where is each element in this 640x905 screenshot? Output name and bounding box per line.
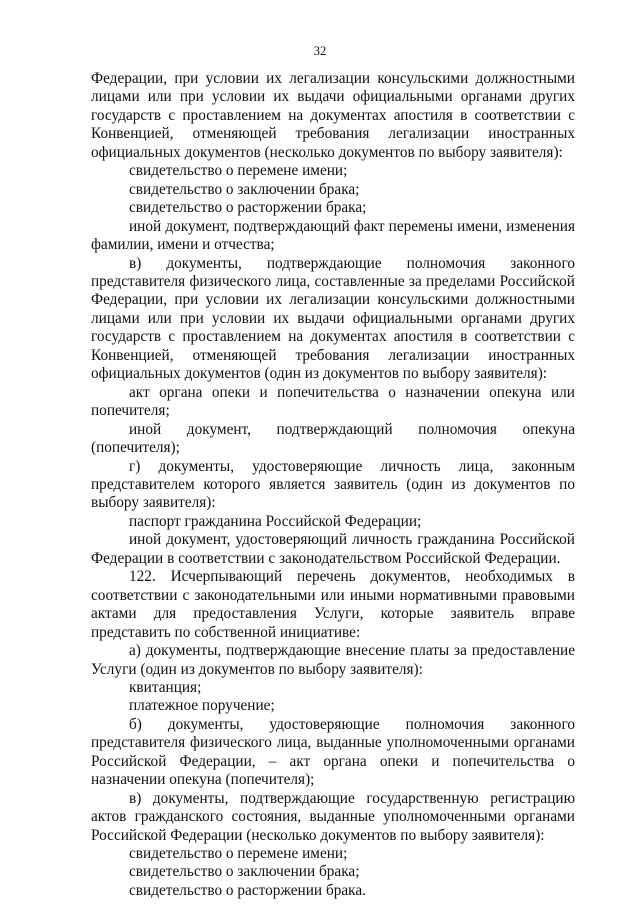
list-item: свидетельство о расторжении брака; <box>129 199 367 217</box>
list-item: свидетельство о заключении брака; <box>129 863 360 881</box>
list-item: свидетельство о перемене имени; <box>129 845 348 863</box>
document-body <box>91 70 575 900</box>
list-item: свидетельство о заключении брака; <box>129 180 360 198</box>
list-item: свидетельство о перемене имени; <box>129 162 348 180</box>
list-item: акт органа опеки и попечительства о назначении опекуна или попечителя; <box>91 383 575 420</box>
subsection-v: в) документы, подтверждающие государственную регистрацию актов гражданского состояния, выданные уполномоченными органами Российской Федерации (несколько документов по выбору заявителя): <box>91 789 575 844</box>
subsection-g: г) документы, удостоверяющие личность лица, законным представителем которого является заявитель (один из документов по выбору заявителя): <box>91 457 575 512</box>
page-number: 32 <box>313 44 327 58</box>
paragraph-continuation: Федерации, при условии их легализации консульскими должностными лицами или при условии их выдачи официальными органами других государств с проставлением на документах апостиля в соответствии с Конвенцией, отменяющей требования легализации иностранных официальных документов (несколько документов по выбору заявителя): <box>91 70 575 161</box>
list-item: свидетельство о расторжении брака. <box>129 881 366 899</box>
list-item: платежное поручение; <box>129 697 275 715</box>
list-item: квитанция; <box>129 678 202 696</box>
section-122: 122. Исчерпывающий перечень документов, необходимых в соответствии с законодательными или иными нормативными правовыми актами для предоставления Услуги, которые заявитель вправе представить по собственной инициативе: <box>91 568 575 641</box>
list-item: паспорт гражданина Российской Федерации; <box>129 512 422 530</box>
list-item: иной документ, подтверждающий полномочия опекуна (попечителя); <box>91 420 575 457</box>
list-item: иной документ, удостоверяющий личность гражданина Российской Федерации в соответствии с законодательством Российской Федерации. <box>91 531 575 567</box>
subsection-a: а) документы, подтверждающие внесение платы за предоставление Услуги (один из документов по выбору заявителя): <box>91 642 575 678</box>
list-item: иной документ, подтверждающий факт перемены имени, изменения фамилии, имени и отчества; <box>91 217 575 254</box>
subsection-v: в) документы, подтверждающие полномочия законного представителя физического лица, составленные за пределами Российской Федерации, при условии их легализации консульскими должностными лицами или при условии их выдачи официальными органами других государств с проставлением на документах апостиля в соответствии с Конвенцией, отменяющей требования легализации иностранных официальных документов (один из документов по выбору заявителя): <box>91 254 575 383</box>
subsection-b: б) документы, удостоверяющие полномочия законного представителя физического лица, выданные уполномоченными органами Российской Федерации, – акт органа опеки и попечительства о назначении опекуна (попечителя); <box>91 715 575 789</box>
